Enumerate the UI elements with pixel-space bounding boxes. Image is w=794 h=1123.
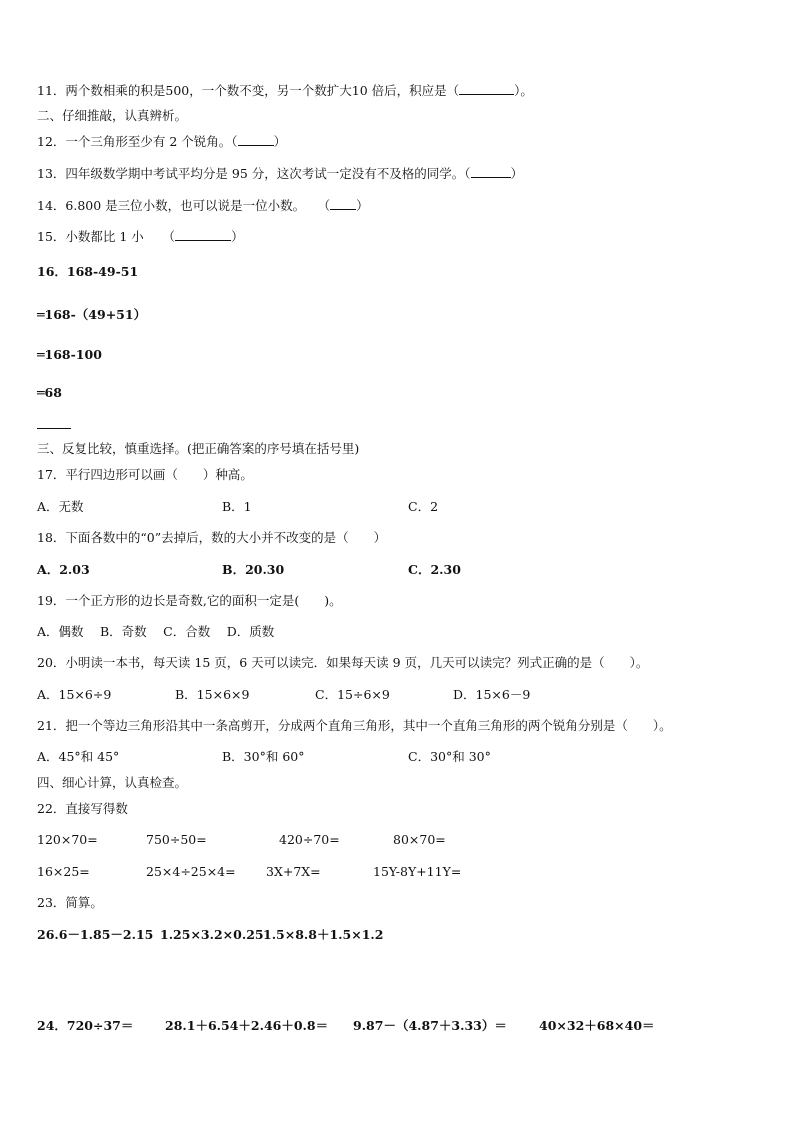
answer-line <box>37 428 71 429</box>
question-12-close: ） <box>273 134 287 149</box>
calc-item: 9.87－（4.87＋3.33）＝ <box>353 1018 507 1033</box>
option-a: A．无数 <box>37 499 84 514</box>
calc-item: 1.25×3.2×0.25 <box>160 927 264 942</box>
question-13 <box>37 166 523 182</box>
question-24: 24．720÷37＝ <box>37 1018 134 1033</box>
question-16-line-1: 16．168-49-51 <box>37 264 139 279</box>
answer-blank <box>471 167 511 178</box>
question-13-close: ） <box>510 166 524 181</box>
question-11-close: ）。 <box>514 83 533 98</box>
question-15-close: ） <box>231 229 244 244</box>
calc-item: 80×70= <box>393 832 446 847</box>
question-18: 18．下面各数中的“0”去掉后，数的大小并不改变的是（ ） <box>37 530 387 545</box>
calc-item: 1.5×8.8＋1.5×1.2 <box>263 927 384 942</box>
calc-item: 25×4÷25×4= <box>146 864 236 879</box>
option-c: C．30°和 30° <box>408 749 491 764</box>
option-a: A．2.03 <box>37 562 90 577</box>
calc-item: 750÷50= <box>146 832 207 847</box>
option-a: A．45°和 45° <box>37 749 120 764</box>
section-3-heading: 三、反复比较，慎重选择。(把正确答案的序号填在括号里) <box>37 441 360 456</box>
question-12-text: 12．一个三角形至少有 2 个锐角。（ <box>37 134 238 149</box>
question-17: 17．平行四边形可以画（ ）种高。 <box>37 467 253 482</box>
option-b: B．1 <box>222 499 252 514</box>
question-22: 22．直接写得数 <box>37 801 128 816</box>
option-b: B．30°和 60° <box>222 749 305 764</box>
question-21: 21．把一个等边三角形沿其中一条高剪开，分成两个直角三角形，其中一个直角三角形的两个锐角分别是（ ）。 <box>37 718 672 733</box>
question-12 <box>37 134 286 150</box>
answer-blank <box>238 135 274 146</box>
option-b: B．20.30 <box>222 562 285 577</box>
calc-item: 3X+7X= <box>266 864 321 879</box>
question-13-text: 13．四年级数学期中考试平均分是 95 分，这次考试一定没有不及格的同学。（ <box>37 166 471 181</box>
calc-item: 120×70= <box>37 832 98 847</box>
question-16-line-2: ═168-（49+51） <box>37 307 147 322</box>
question-19-options: A．偶数 B．奇数 C．合数 D．质数 <box>37 624 275 639</box>
answer-blank <box>330 199 356 210</box>
answer-blank <box>175 230 231 241</box>
calc-item: 40×32＋68×40＝ <box>539 1018 655 1033</box>
calc-item: 16×25= <box>37 864 90 879</box>
question-14-text: 14．6.800 是三位小数，也可以说是一位小数。 （ <box>37 198 331 213</box>
calc-item: 420÷70= <box>279 832 340 847</box>
question-16-line-4: ═68 <box>37 385 62 400</box>
question-14-close: ） <box>356 198 369 213</box>
question-19: 19．一个正方形的边长是奇数,它的面积一定是( )。 <box>37 593 342 608</box>
option-c: C．2.30 <box>408 562 461 577</box>
calc-item: 28.1＋6.54＋2.46＋0.8＝ <box>165 1018 329 1033</box>
option-c: C．2 <box>408 499 439 514</box>
calc-item: 15Y-8Y+11Y= <box>373 864 462 879</box>
section-4-heading: 四、细心计算，认真检查。 <box>37 775 188 790</box>
question-14 <box>37 198 369 214</box>
calc-item: 26.6－1.85－2.15 <box>37 927 154 942</box>
answer-blank <box>459 84 514 95</box>
question-23: 23．简算。 <box>37 895 103 910</box>
question-15-text: 15．小数都比 1 小 （ <box>37 229 176 244</box>
option-b: B．15×6×9 <box>175 687 250 702</box>
question-20: 20．小明读一本书，每天读 15 页，6 天可以读完．如果每天读 9 页，几天可以读完？列式正确的是（ ）。 <box>37 655 649 670</box>
option-a: A．15×6÷9 <box>37 687 112 702</box>
option-c: C．15÷6×9 <box>315 687 390 702</box>
question-11 <box>37 83 533 99</box>
question-11-text: 11．两个数相乘的积是500，一个数不变，另一个数扩大10 倍后，积应是（ <box>37 83 460 98</box>
question-16-line-3: ═168-100 <box>37 347 102 362</box>
section-2-heading: 二、仔细推敲，认真辨析。 <box>37 108 188 123</box>
option-d: D．15×6－9 <box>453 687 531 702</box>
question-15 <box>37 229 244 245</box>
